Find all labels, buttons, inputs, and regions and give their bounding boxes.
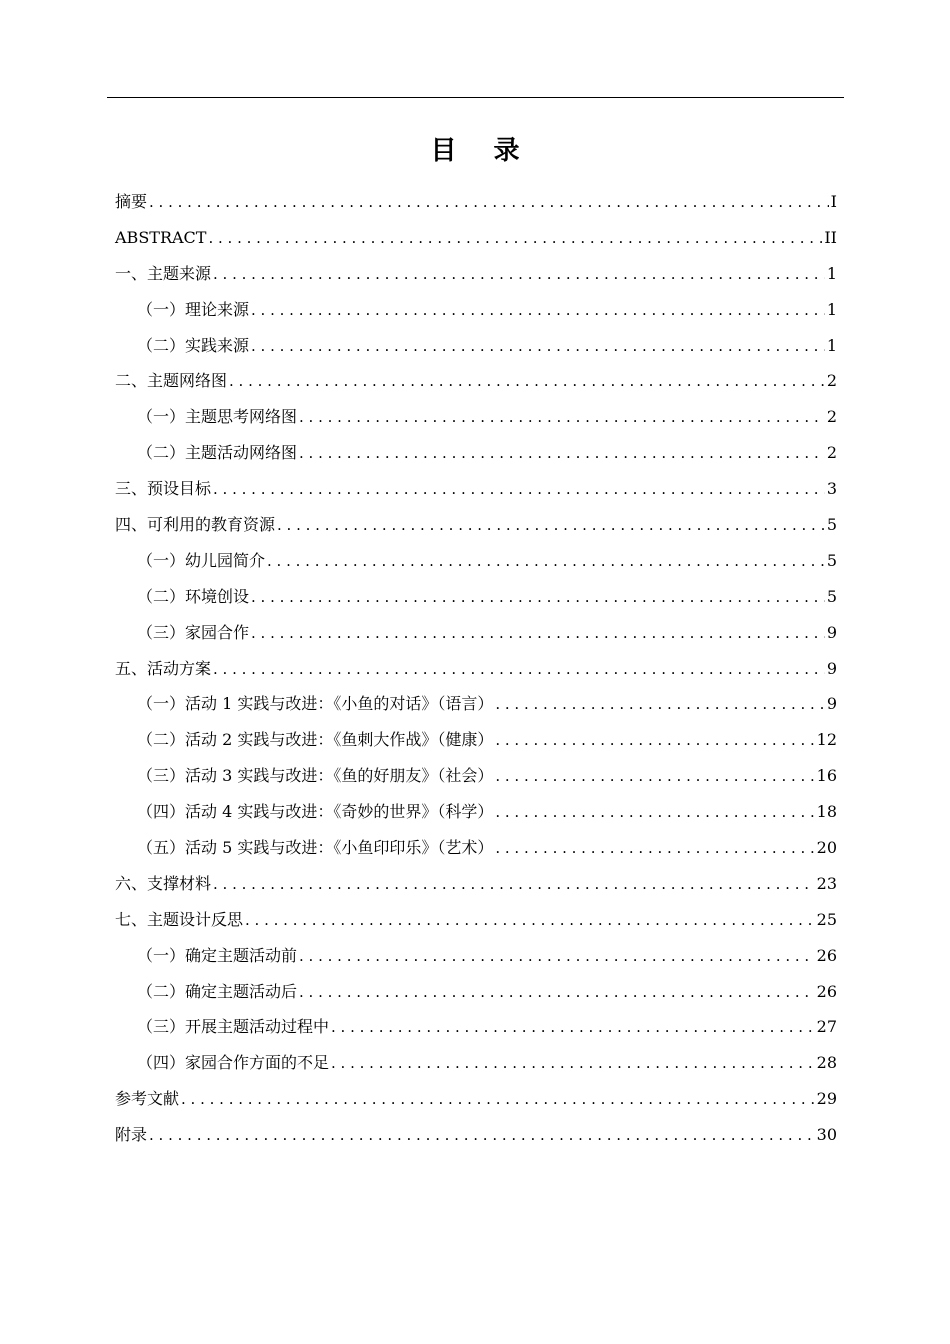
toc-dot-leader	[331, 1010, 815, 1046]
toc-entry-label: 七、主题设计反思	[115, 909, 244, 929]
toc-dot-leader	[331, 1046, 815, 1082]
toc-entry-label: （五）活动 5 实践与改进：《小鱼印印乐》（艺术）	[137, 838, 494, 858]
toc-entry[interactable]	[115, 507, 837, 543]
toc-entry-label: （二）主题活动网络图	[137, 443, 298, 463]
toc-dot-leader	[213, 257, 825, 293]
toc-entry-page-number: 9	[826, 622, 837, 642]
toc-entry[interactable]	[115, 938, 837, 974]
toc-entry-page-number: 1	[826, 263, 837, 283]
toc-entry[interactable]	[115, 256, 837, 292]
toc-entry-page-number: 1	[826, 335, 837, 355]
page-title: 目 录	[430, 136, 534, 166]
toc-dot-leader	[299, 975, 815, 1011]
toc-entry-label: （二）活动 2 实践与改进：《鱼刺大作战》（健康）	[137, 730, 494, 750]
toc-dot-leader	[229, 364, 825, 400]
toc-dot-leader	[267, 544, 825, 580]
toc-entry[interactable]	[115, 830, 837, 866]
toc-entry[interactable]	[115, 794, 837, 830]
toc-dot-leader	[213, 472, 825, 508]
toc-entry-label: （一）确定主题活动前	[137, 945, 298, 965]
toc-entry-page-number: II	[824, 227, 837, 247]
toc-entry[interactable]	[115, 184, 837, 220]
toc-entry[interactable]	[115, 292, 837, 328]
toc-entry[interactable]	[115, 1117, 837, 1153]
toc-entry-label: （二）确定主题活动后	[137, 981, 298, 1001]
toc-entry[interactable]	[115, 1045, 837, 1081]
toc-dot-leader	[251, 580, 825, 616]
toc-entry[interactable]	[115, 1009, 837, 1045]
toc-dot-leader	[251, 616, 825, 652]
toc-dot-leader	[213, 652, 825, 688]
toc-entry-page-number: 30	[816, 1125, 837, 1145]
toc-entry-label: 参考文献	[115, 1089, 180, 1109]
toc-entry-page-number: 2	[826, 371, 837, 391]
toc-entry-page-number: 16	[816, 766, 837, 786]
toc-dot-leader	[245, 903, 815, 939]
toc-dot-leader	[149, 185, 829, 221]
toc-dot-leader	[495, 795, 814, 831]
toc-dot-leader	[208, 221, 822, 257]
toc-entry-label: （一）理论来源	[137, 299, 250, 319]
toc-entry-label: （三）开展主题活动过程中	[137, 1017, 330, 1037]
toc-entry-label: 附录	[115, 1125, 148, 1145]
toc-entry-page-number: 9	[826, 694, 837, 714]
toc-entry[interactable]	[115, 651, 837, 687]
toc-entry-page-number: 27	[816, 1017, 837, 1037]
toc-entry[interactable]	[115, 722, 837, 758]
toc-entry-page-number: 23	[816, 873, 837, 893]
toc-dot-leader	[149, 1118, 815, 1154]
toc-entry[interactable]	[115, 435, 837, 471]
toc-entry-page-number: 1	[826, 299, 837, 319]
toc-entry-page-number: 5	[826, 586, 837, 606]
toc-entry-page-number: 18	[816, 802, 837, 822]
toc-entry-label: （一）幼儿园简介	[137, 550, 266, 570]
toc-entry-label: （三）活动 3 实践与改进：《鱼的好朋友》（社会）	[137, 766, 494, 786]
toc-entry-page-number: I	[830, 192, 837, 211]
toc-entry-page-number: 26	[816, 945, 837, 965]
toc-entry[interactable]	[115, 615, 837, 651]
toc-entry[interactable]	[115, 866, 837, 902]
toc-entry-page-number: 25	[816, 909, 837, 929]
toc-entry-label: （三）家园合作	[137, 622, 250, 642]
toc-entry[interactable]	[115, 902, 837, 938]
toc-entry-page-number: 5	[826, 550, 837, 570]
toc-entry-label: 四、可利用的教育资源	[115, 515, 276, 535]
table-of-contents	[115, 184, 837, 1153]
toc-entry-page-number: 5	[826, 515, 837, 535]
toc-entry[interactable]	[115, 1081, 837, 1117]
toc-entry-label: 一、主题来源	[115, 263, 212, 283]
toc-entry[interactable]	[115, 543, 837, 579]
toc-dot-leader	[251, 329, 825, 365]
toc-entry-page-number: 3	[826, 479, 837, 499]
toc-dot-leader	[495, 759, 814, 795]
toc-entry[interactable]	[115, 471, 837, 507]
toc-dot-leader	[299, 939, 815, 975]
toc-entry[interactable]	[115, 974, 837, 1010]
toc-entry-page-number: 29	[816, 1089, 837, 1109]
toc-entry[interactable]	[115, 686, 837, 722]
toc-entry[interactable]	[115, 579, 837, 615]
toc-entry[interactable]	[115, 758, 837, 794]
toc-entry-page-number: 2	[826, 407, 837, 427]
toc-entry-label: 六、支撑材料	[115, 873, 212, 893]
toc-entry-label: （二）环境创设	[137, 586, 250, 606]
toc-dot-leader	[181, 1082, 815, 1118]
toc-dot-leader	[495, 831, 814, 867]
toc-entry-page-number: 28	[816, 1053, 837, 1073]
toc-entry[interactable]	[115, 399, 837, 435]
toc-entry-label: ABSTRACT	[115, 227, 207, 247]
toc-entry-label: 三、预设目标	[115, 479, 212, 499]
toc-entry[interactable]	[115, 363, 837, 399]
header-rule	[107, 97, 844, 98]
toc-dot-leader	[495, 723, 814, 759]
toc-entry[interactable]	[115, 220, 837, 256]
toc-dot-leader	[495, 687, 824, 723]
toc-entry-page-number: 2	[826, 443, 837, 463]
toc-entry[interactable]	[115, 328, 837, 364]
toc-entry-label: （二）实践来源	[137, 335, 250, 355]
toc-dot-leader	[251, 293, 825, 329]
toc-entry-label: （一）主题思考网络图	[137, 407, 298, 427]
toc-entry-label: （一）活动 1 实践与改进：《小鱼的对话》（语言）	[137, 694, 494, 714]
toc-dot-leader	[299, 436, 825, 472]
toc-dot-leader	[299, 400, 825, 436]
toc-entry-page-number: 12	[816, 730, 837, 750]
toc-entry-label: 二、主题网络图	[115, 371, 228, 391]
toc-dot-leader	[213, 867, 815, 903]
toc-entry-label: 摘要	[115, 192, 148, 211]
toc-dot-leader	[277, 508, 825, 544]
toc-entry-page-number: 9	[826, 658, 837, 678]
toc-entry-page-number: 26	[816, 981, 837, 1001]
toc-entry-label: （四）家园合作方面的不足	[137, 1053, 330, 1073]
toc-entry-label: （四）活动 4 实践与改进：《奇妙的世界》（科学）	[137, 802, 494, 822]
toc-entry-page-number: 20	[816, 838, 837, 858]
toc-entry-label: 五、活动方案	[115, 658, 212, 678]
